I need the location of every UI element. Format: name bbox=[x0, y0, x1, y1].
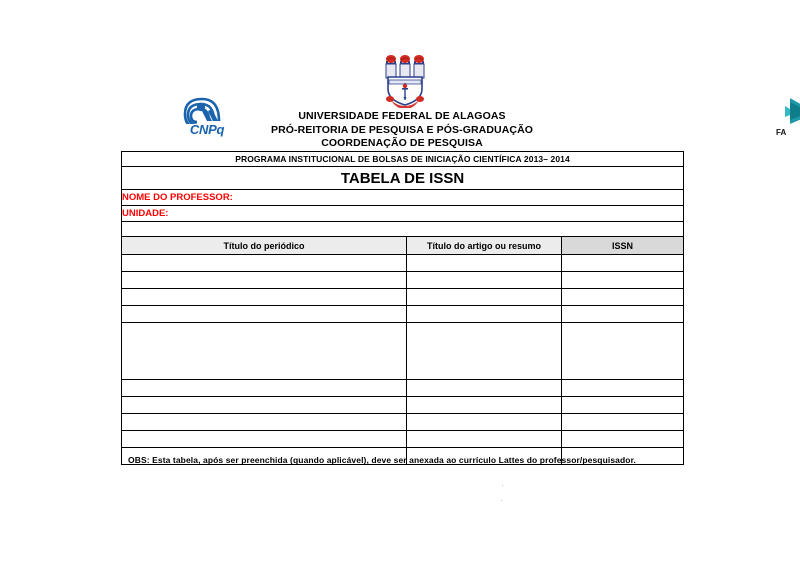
cell-artigo[interactable] bbox=[407, 397, 562, 414]
page-title: TABELA DE ISSN bbox=[122, 167, 684, 190]
column-header-issn: ISSN bbox=[562, 237, 684, 255]
field-label-professor[interactable]: NOME DO PROFESSOR: bbox=[122, 190, 684, 206]
scan-artifact bbox=[501, 500, 502, 501]
table-row-tall[interactable] bbox=[122, 323, 684, 380]
cell-issn[interactable] bbox=[562, 272, 684, 289]
table-row[interactable] bbox=[122, 255, 684, 272]
cell-issn[interactable] bbox=[562, 255, 684, 272]
cell-periodico[interactable] bbox=[122, 323, 407, 380]
table-row[interactable] bbox=[122, 431, 684, 448]
column-header-row bbox=[122, 237, 684, 255]
table-row[interactable] bbox=[122, 397, 684, 414]
cell-issn[interactable] bbox=[562, 380, 684, 397]
field-row-professor[interactable] bbox=[122, 190, 684, 206]
cell-periodico[interactable] bbox=[122, 397, 407, 414]
cell-periodico[interactable] bbox=[122, 414, 407, 431]
cell-periodico[interactable] bbox=[122, 306, 407, 323]
table-row[interactable] bbox=[122, 272, 684, 289]
cell-artigo[interactable] bbox=[407, 289, 562, 306]
cell-periodico[interactable] bbox=[122, 255, 407, 272]
field-row-unidade[interactable] bbox=[122, 206, 684, 222]
institution-line-university: UNIVERSIDADE FEDERAL DE ALAGOAS bbox=[298, 110, 506, 122]
scan-artifact bbox=[502, 485, 503, 486]
document-title-row bbox=[122, 167, 684, 190]
cell-issn[interactable] bbox=[562, 306, 684, 323]
institution-line-coordenacao: COORDENAÇÃO DE PESQUISA bbox=[321, 137, 483, 149]
cell-periodico[interactable] bbox=[122, 431, 407, 448]
issn-table bbox=[121, 151, 684, 465]
cell-issn[interactable] bbox=[562, 289, 684, 306]
cell-artigo[interactable] bbox=[407, 323, 562, 380]
cell-issn[interactable] bbox=[562, 323, 684, 380]
cell-periodico[interactable] bbox=[122, 272, 407, 289]
spacer-cell bbox=[122, 222, 684, 237]
table-row[interactable] bbox=[122, 380, 684, 397]
fapeal-logo bbox=[776, 96, 800, 142]
ufal-coat-of-arms bbox=[381, 52, 429, 108]
table-row[interactable] bbox=[122, 306, 684, 323]
cell-issn[interactable] bbox=[562, 397, 684, 414]
cnpq-wordmark: CNPq bbox=[189, 122, 225, 137]
column-header-periodico: Título do periódico bbox=[122, 237, 407, 255]
table-row[interactable] bbox=[122, 289, 684, 306]
cell-periodico[interactable] bbox=[122, 289, 407, 306]
institution-header bbox=[121, 110, 683, 151]
cell-artigo[interactable] bbox=[407, 306, 562, 323]
fapeal-mark-icon bbox=[776, 96, 800, 126]
obs-note: OBS: Esta tabela, após ser preenchida (quando aplicável), deve ser anexada ao currículo Lattes do professor/pesquisador. bbox=[128, 455, 636, 465]
table-row[interactable] bbox=[122, 414, 684, 431]
cell-artigo[interactable] bbox=[407, 380, 562, 397]
cell-artigo[interactable] bbox=[407, 431, 562, 448]
cell-issn[interactable] bbox=[562, 414, 684, 431]
institution-line-proreitoria: PRÓ-REITORIA DE PESQUISA E PÓS-GRADUAÇÃO bbox=[270, 123, 534, 136]
program-banner-row bbox=[122, 152, 684, 167]
field-label-unidade[interactable]: UNIDADE: bbox=[122, 206, 684, 222]
spacer-row bbox=[122, 222, 684, 237]
fapeal-wordmark: FA bbox=[776, 128, 787, 137]
cell-periodico[interactable] bbox=[122, 380, 407, 397]
program-banner-text: PROGRAMA INSTITUCIONAL DE BOLSAS DE INICIAÇÃO CIENTÍFICA 2013– 2014 bbox=[122, 152, 684, 167]
column-header-artigo: Título do artigo ou resumo bbox=[407, 237, 562, 255]
cell-artigo[interactable] bbox=[407, 414, 562, 431]
cell-artigo[interactable] bbox=[407, 272, 562, 289]
cell-issn[interactable] bbox=[562, 431, 684, 448]
cell-artigo[interactable] bbox=[407, 255, 562, 272]
